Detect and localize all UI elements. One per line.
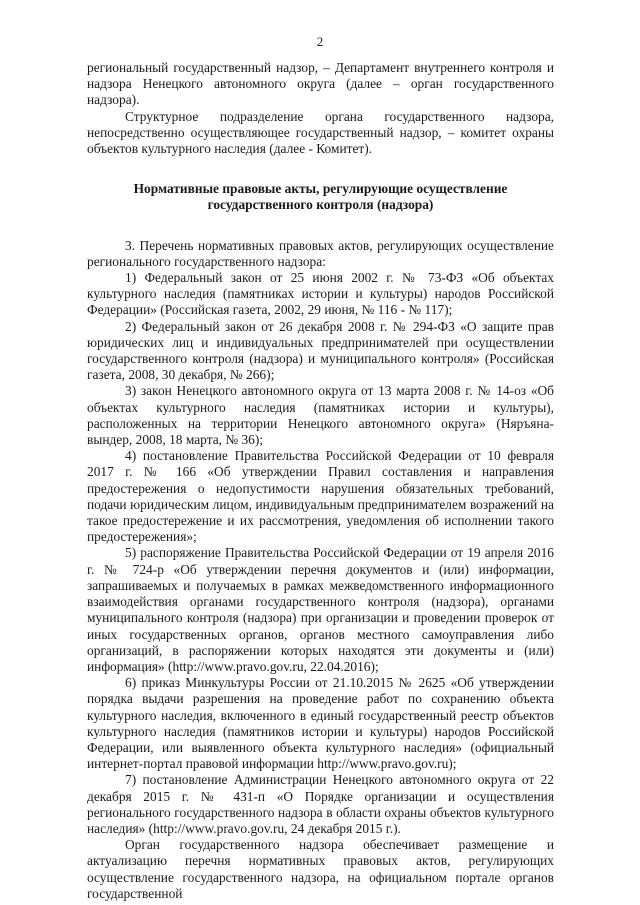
paragraph-item-7: 7) постановление Администрации Ненецкого автономного округа от 22 декабря 2015 г. № 431-п «О Порядке организации и осуществления регионального государственного надзора в области охраны объектов культурного наследия» (http://www.pravo.gov.ru, 24 декабря 2015 г.). [87,772,554,836]
paragraph-item-6: 6) приказ Минкультуры России от 21.10.2015 № 2625 «Об утверждении порядка выдачи разрешения на проведение работ по сохранению объекта культурного наследия, включенного в единый государственный реестр объектов культурного наследия (памятников истории и культуры) народов Российской Федерации, или выявленного объекта культурного наследия» (официальный интернет-портал правовой информации http://www.pravo.gov.ru); [87,675,554,772]
section-heading [87,181,554,213]
paragraph-item-3: 3) закон Ненецкого автономного округа от 13 марта 2008 г. № 14-оз «Об объектах культурного наследия (памятниках истории и культуры), расположенных на территории Ненецкого автономного округа» (Няръяна-вындер, 2008, 18 марта, № 36); [87,383,554,448]
paragraph-item-4: 4) постановление Правительства Российской Федерации от 10 февраля 2017 г. № 166 «Об утверждении Правил составления и направления предостережения о недопустимости нарушения обязательных требований, подачи юридическим лицом, индивидуальным предпринимателем возражений на такое предостережение и их рассмотрения, уведомления об исполнении такого предостережения»; [87,448,554,545]
document-body [87,60,554,902]
paragraph-item-5: 5) распоряжение Правительства Российской Федерации от 19 апреля 2016 г. № 724-р «Об утверждении перечня документов и (или) информации, запрашиваемых и получаемых в рамках межведомственного информационного взаимодействия органами государственного контроля (надзора), органами муниципального контроля (надзора) при организации и проведении проверок от иных государственных органов, органов местного самоуправления либо организаций, в распоряжении которых находятся эти документы и (или) информация» (http://www.pravo.gov.ru, 22.04.2016); [87,545,554,674]
page-number: 2 [316,34,324,49]
section-heading-line-1: Нормативные правовые акты, регулирующие осуществление [133,181,508,197]
paragraph-item-2: 2) Федеральный закон от 26 декабря 2008 г. № 294-ФЗ «О защите прав юридических лиц и индивидуальных предпринимателей при осуществлении государственного контроля (надзора) и муниципального контроля» (Российская газета, 2008, 30 декабря, № 266); [87,318,554,383]
paragraph-closing: Орган государственного надзора обеспечивает размещение и актуализацию перечня нормативных правовых актов, регулирующих осуществление государственного надзора, на официальном портале органов государственной [87,837,554,901]
paragraph-list-intro: 3. Перечень нормативных правовых актов, регулирующих осуществление регионального государственного надзора: [87,237,554,269]
intro-paragraph-2: Структурное подразделение органа государственного надзора, непосредственно осуществляющее государственный надзор, – комитет охраны объектов культурного наследия (далее - Комитет). [87,108,554,157]
paragraph-item-1: 1) Федеральный закон от 25 июня 2002 г. № 73-ФЗ «Об объектах культурного наследия (памятниках истории и культуры) народов Российской Федерации» (Российская газета, 2002, 29 июня, № 116 - № 117); [87,270,554,318]
section-heading-line-2: государственного контроля (надзора) [207,197,434,213]
intro-paragraph-1: региональный государственный надзор, – Департамент внутреннего контроля и надзора Ненецкого автономного округа (далее – орган государственного надзора). [87,60,554,108]
